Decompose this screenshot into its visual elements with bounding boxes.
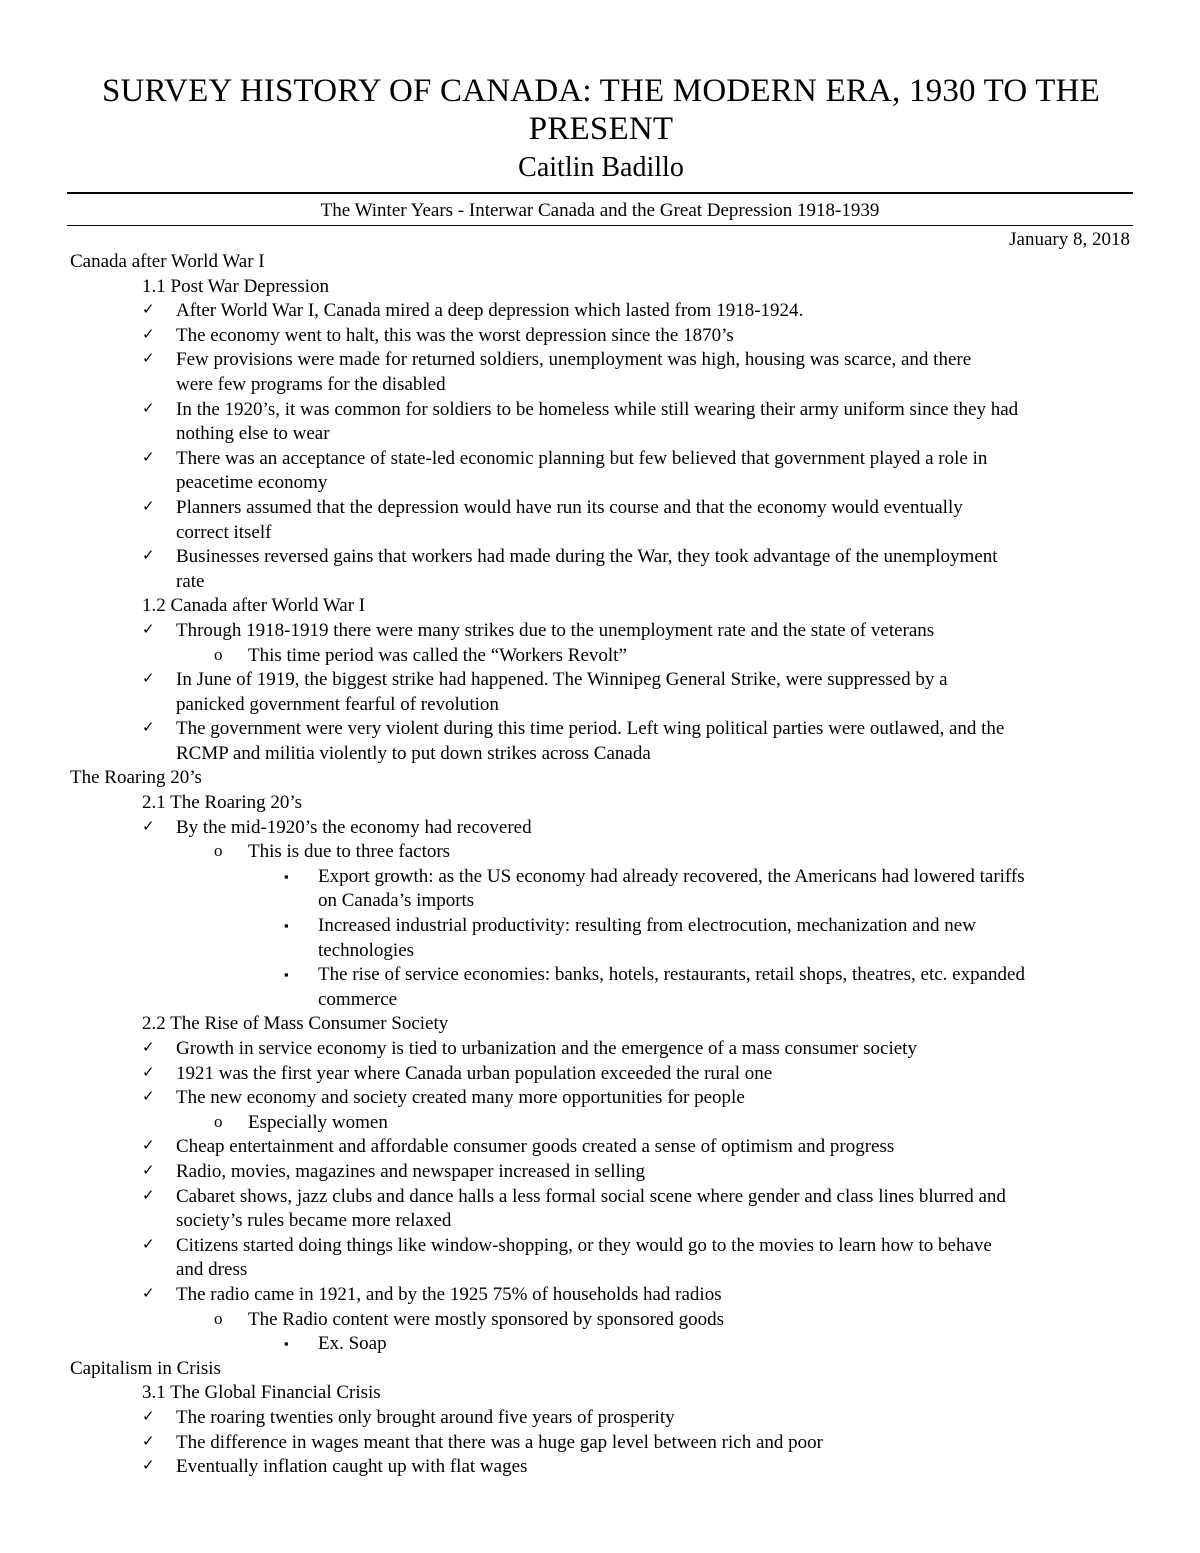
outline-text: RCMP and militia violently to put down strikes across Canada xyxy=(176,742,651,764)
outline-text: The difference in wages meant that there was a huge gap level between rich and poor xyxy=(176,1431,823,1453)
checkmark-bullet-icon: ✓ xyxy=(142,1089,155,1106)
subsection-heading xyxy=(70,1012,1132,1037)
checkmark-bullet-icon: ✓ xyxy=(142,1433,155,1450)
outline-item xyxy=(70,1455,1132,1480)
checkmark-bullet-icon: ✓ xyxy=(142,720,155,737)
outline-text: There was an acceptance of state-led economic planning but few believed that government played a role in xyxy=(176,447,988,469)
outline-item xyxy=(70,668,1132,693)
outline-text: and dress xyxy=(176,1259,248,1281)
outline-item xyxy=(70,889,1132,914)
outline-text: The roaring twenties only brought around five years of prosperity xyxy=(176,1406,675,1428)
section-heading xyxy=(70,766,1132,791)
outline-item xyxy=(70,963,1132,988)
outline-text: Ex. Soap xyxy=(318,1333,387,1355)
checkmark-bullet-icon: ✓ xyxy=(142,1064,155,1081)
subsection-heading xyxy=(70,275,1132,300)
outline-item xyxy=(70,693,1132,718)
checkmark-bullet-icon: ✓ xyxy=(142,548,155,565)
subsection-heading xyxy=(70,1381,1132,1406)
outline-text: nothing else to wear xyxy=(176,423,330,445)
outline-item xyxy=(70,644,1132,669)
outline-text: Growth in service economy is tied to urbanization and the emergence of a mass consumer society xyxy=(176,1038,917,1059)
outline-text: Planners assumed that the depression would have run its course and that the economy would eventually xyxy=(176,496,963,518)
outline-item xyxy=(70,1135,1132,1160)
outline-item xyxy=(70,865,1132,890)
outline-item xyxy=(70,816,1132,841)
outline-text: Cabaret shows, jazz clubs and dance halls a less formal social scene where gender and class lines blurred and xyxy=(176,1185,1006,1207)
outline-text: were few programs for the disabled xyxy=(176,373,446,395)
outline-text: Citizens started doing things like window-shopping, or they would go to the movies to learn how to behave xyxy=(176,1234,992,1256)
outline-item xyxy=(70,1406,1132,1431)
outline-item xyxy=(70,299,1132,324)
header-divider-top xyxy=(67,192,1133,194)
document-title: SURVEY HISTORY OF CANADA: THE MODERN ERA, 1930 TO THE PRESENT xyxy=(101,73,1101,147)
checkmark-bullet-icon: ✓ xyxy=(142,1162,155,1179)
outline-item xyxy=(70,939,1132,964)
outline-item xyxy=(70,570,1132,595)
outline-item xyxy=(70,619,1132,644)
outline-item xyxy=(70,1431,1132,1456)
outline-text: peacetime economy xyxy=(176,472,328,494)
outline-item xyxy=(70,1160,1132,1185)
section-heading xyxy=(70,1357,1132,1382)
outline-item xyxy=(70,1086,1132,1111)
checkmark-bullet-icon: ✓ xyxy=(142,449,155,466)
subsection-heading xyxy=(70,791,1132,816)
circle-bullet-icon: o xyxy=(214,1111,223,1131)
subsection-heading xyxy=(70,594,1132,619)
square-bullet-icon: ▪ xyxy=(284,1336,289,1352)
square-bullet-icon: ▪ xyxy=(284,868,289,884)
outline-text: After World War I, Canada mired a deep depression which lasted from 1918-1924. xyxy=(176,300,804,322)
outline-text: The radio came in 1921, and by the 1925 75% of households had radios xyxy=(176,1283,722,1305)
outline-item xyxy=(70,1209,1132,1234)
section-heading xyxy=(70,250,1132,275)
outline-text: commerce xyxy=(318,988,398,1010)
outline-item xyxy=(70,1037,1132,1062)
outline-text: The new economy and society created many more opportunities for people xyxy=(176,1087,745,1109)
outline-text: Export growth: as the US economy had already recovered, the Americans had lowered tariffs xyxy=(318,865,1025,887)
outline-item xyxy=(70,324,1132,349)
outline-item xyxy=(70,373,1132,398)
document-author: Caitlin Badillo xyxy=(518,152,684,183)
outline-item xyxy=(70,1234,1132,1259)
square-bullet-icon: ▪ xyxy=(284,918,289,934)
outline-text: Few provisions were made for returned soldiers, unemployment was high, housing was scarce, and there xyxy=(176,349,972,371)
outline-text: Capitalism in Crisis xyxy=(70,1357,221,1379)
outline-item xyxy=(70,447,1132,472)
outline-text: In the 1920’s, it was common for soldiers to be homeless while still wearing their army uniform since they had xyxy=(176,398,1019,420)
outline-text: Eventually inflation caught up with flat wages xyxy=(176,1456,528,1478)
outline-item xyxy=(70,1308,1132,1333)
outline-text: on Canada’s imports xyxy=(318,890,475,912)
outline-item xyxy=(70,742,1132,767)
outline-text: 2.2 The Rise of Mass Consumer Society xyxy=(142,1013,449,1035)
outline-text: rate xyxy=(176,570,205,592)
outline-item xyxy=(70,1185,1132,1210)
checkmark-bullet-icon: ✓ xyxy=(142,1040,155,1056)
outline-item xyxy=(70,1258,1132,1283)
outline-text: Increased industrial productivity: resulting from electrocution, mechanization and new xyxy=(318,915,976,937)
circle-bullet-icon: o xyxy=(214,644,223,664)
outline-text: The Radio content were mostly sponsored by sponsored goods xyxy=(248,1308,724,1330)
outline-text: Businesses reversed gains that workers had made during the War, they took advantage of the unemployment xyxy=(176,546,998,568)
outline-item xyxy=(70,717,1132,742)
outline-text: technologies xyxy=(318,939,415,961)
checkmark-bullet-icon: ✓ xyxy=(142,326,155,343)
outline-item xyxy=(70,422,1132,447)
outline-item xyxy=(70,348,1132,373)
checkmark-bullet-icon: ✓ xyxy=(142,1458,155,1475)
square-bullet-icon: ▪ xyxy=(284,967,289,983)
document-subtitle: The Winter Years - Interwar Canada and the Great Depression 1918-1939 xyxy=(320,200,880,221)
circle-bullet-icon: o xyxy=(214,1308,223,1328)
checkmark-bullet-icon: ✓ xyxy=(142,400,155,417)
outline-text: The Roaring 20’s xyxy=(70,767,202,789)
circle-bullet-icon: o xyxy=(214,841,223,861)
outline-item xyxy=(70,988,1132,1013)
outline-text: Cheap entertainment and affordable consumer goods created a sense of optimism and progress xyxy=(176,1136,895,1158)
outline-item xyxy=(70,1111,1132,1136)
outline-item xyxy=(70,840,1132,865)
outline-text: Through 1918-1919 there were many strikes due to the unemployment rate and the state of veterans xyxy=(176,619,935,641)
outline-text: 1.2 Canada after World War I xyxy=(142,595,366,617)
checkmark-bullet-icon: ✓ xyxy=(142,818,155,835)
checkmark-bullet-icon: ✓ xyxy=(142,1236,155,1253)
outline-text: panicked government fearful of revolution xyxy=(176,693,499,715)
outline-text: This is due to three factors xyxy=(248,841,451,863)
outline-text: 2.1 The Roaring 20’s xyxy=(142,792,303,814)
outline-text: By the mid-1920’s the economy had recovered xyxy=(176,816,532,838)
outline-item xyxy=(70,914,1132,939)
outline-item xyxy=(70,496,1132,521)
checkmark-bullet-icon: ✓ xyxy=(142,351,155,368)
outline-text: This time period was called the “Workers Revolt” xyxy=(248,644,627,666)
outline-text: The rise of service economies: banks, hotels, restaurants, retail shops, theatres, etc. expanded xyxy=(318,964,1025,986)
document-date: January 8, 2018 xyxy=(1009,229,1130,250)
outline-item xyxy=(70,521,1132,546)
outline-text: 3.1 The Global Financial Crisis xyxy=(142,1382,381,1404)
notes-outline xyxy=(70,250,1132,1480)
checkmark-bullet-icon: ✓ xyxy=(142,1285,155,1302)
checkmark-bullet-icon: ✓ xyxy=(142,621,155,638)
checkmark-bullet-icon: ✓ xyxy=(142,1408,155,1425)
checkmark-bullet-icon: ✓ xyxy=(142,671,155,688)
outline-item xyxy=(70,398,1132,423)
outline-text: In June of 1919, the biggest strike had happened. The Winnipeg General Strike, were suppressed by a xyxy=(176,669,948,691)
outline-text: society’s rules became more relaxed xyxy=(176,1210,452,1232)
outline-text: The government were very violent during this time period. Left wing political parties were outlawed, and the xyxy=(176,718,1005,740)
checkmark-bullet-icon: ✓ xyxy=(142,1138,155,1155)
outline-text: Canada after World War I xyxy=(70,251,265,272)
outline-text: The economy went to halt, this was the worst depression since the 1870’s xyxy=(176,324,734,346)
outline-item xyxy=(70,1283,1132,1308)
outline-item xyxy=(70,545,1132,570)
outline-text: Radio, movies, magazines and newspaper increased in selling xyxy=(176,1160,646,1182)
outline-text: Especially women xyxy=(248,1111,388,1133)
outline-item xyxy=(70,471,1132,496)
outline-text: 1921 was the first year where Canada urban population exceeded the rural one xyxy=(176,1062,773,1084)
outline-item xyxy=(70,1062,1132,1087)
outline-text: 1.1 Post War Depression xyxy=(142,275,330,297)
checkmark-bullet-icon: ✓ xyxy=(142,302,155,319)
outline-item xyxy=(70,1332,1132,1357)
outline-text: correct itself xyxy=(176,521,272,543)
header-divider-bottom xyxy=(67,225,1133,226)
checkmark-bullet-icon: ✓ xyxy=(142,1187,155,1204)
checkmark-bullet-icon: ✓ xyxy=(142,498,155,515)
